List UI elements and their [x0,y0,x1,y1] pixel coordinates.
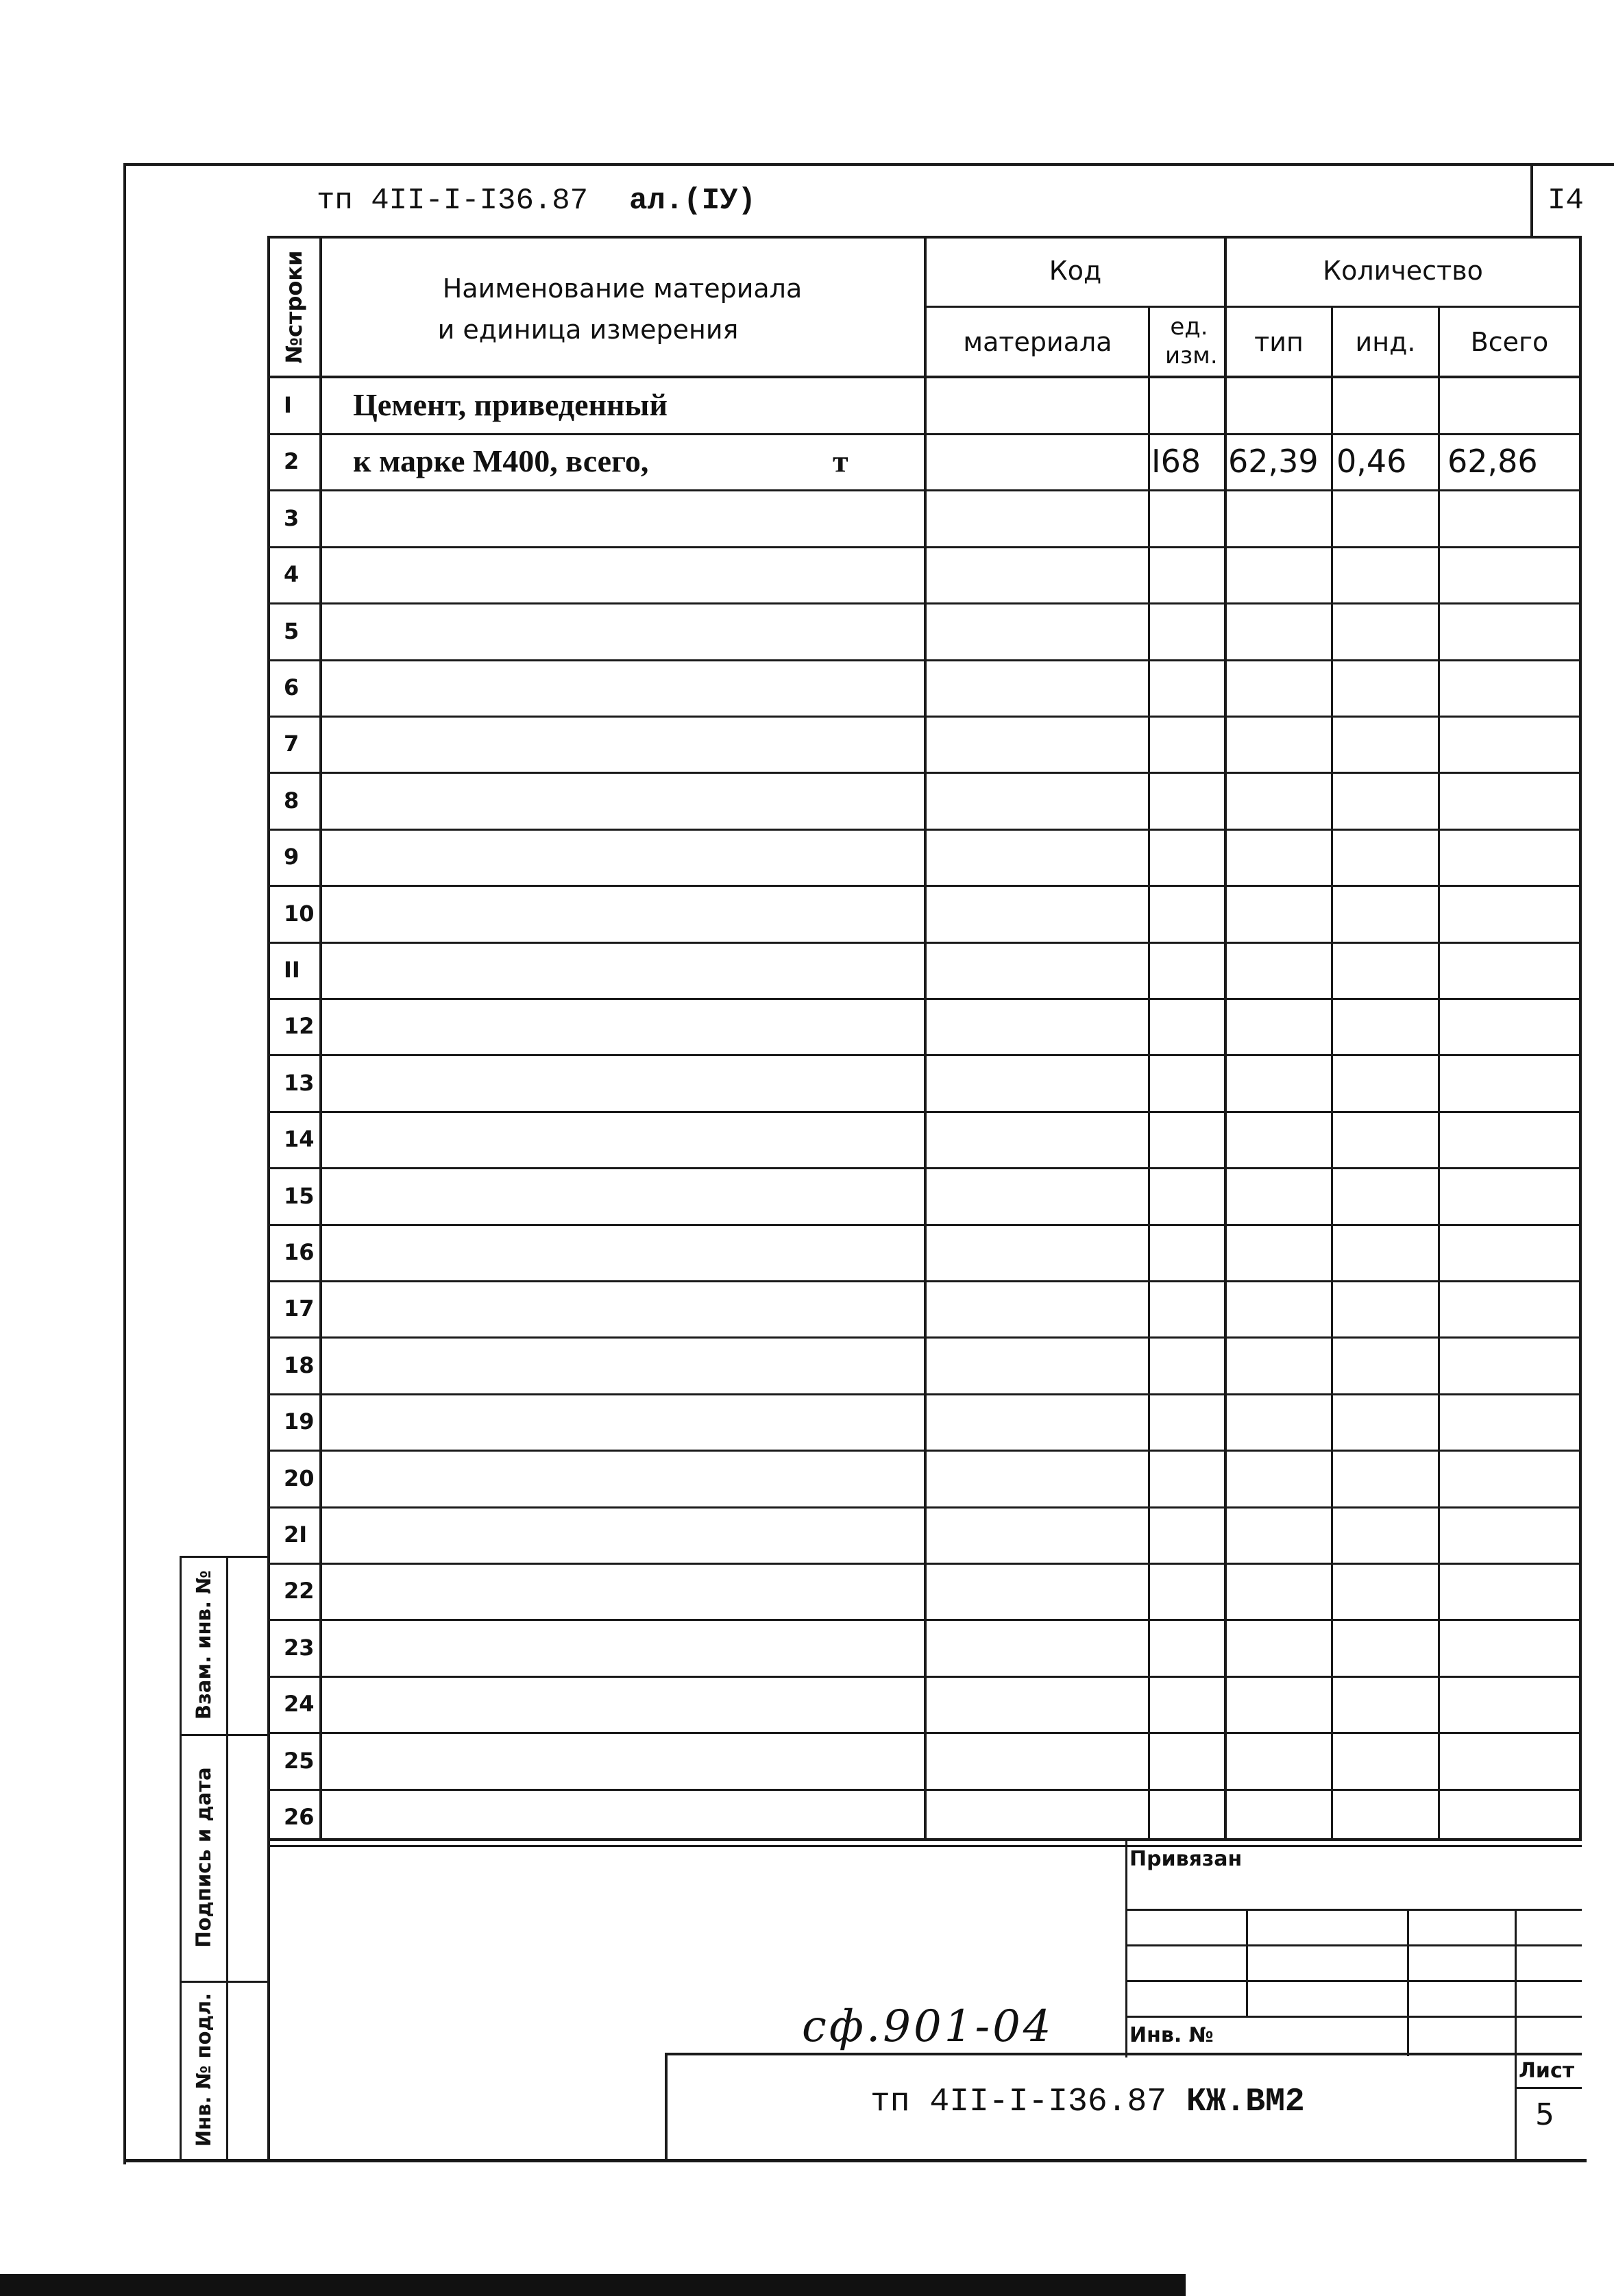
handwritten-note: сф.901-04 [802,2001,1054,2052]
table-row-divider [267,1336,1582,1339]
original-inventory-label: Инв. № подл. [192,1992,215,2147]
frame-left [123,163,126,2164]
code-material-header: материала [963,327,1112,357]
table-row-divider [267,772,1582,774]
title-block-line [665,2053,668,2160]
name-header-line2: и единица измерения [437,315,739,345]
title-block-line [267,1838,270,2160]
material-unit: т [833,443,848,478]
stamp-hline [180,1556,269,1558]
row-number: II [284,957,300,983]
material-name: к марке М400, всего, [353,443,649,478]
title-block-line [1125,1838,1127,2057]
row-number: 16 [284,1239,315,1265]
row-number: 15 [284,1183,315,1209]
table-vline [1148,307,1150,1840]
quantity-total: 62,86 [1447,443,1538,480]
table-row-divider [267,1224,1582,1226]
row-number: 18 [284,1352,315,1378]
title-block-line [1515,2087,1582,2089]
row-number: 2 [284,448,299,474]
table-row-divider [267,1732,1582,1734]
inventory-number-label: Инв. № [1129,2023,1214,2047]
bound-label: Привязан [1129,1847,1243,1871]
table-row-divider [267,1393,1582,1395]
row-number: 5 [284,618,299,644]
name-header-line1: Наименование материала [442,273,803,304]
row-number-header: №строки [281,250,307,364]
title-block-line [1246,1909,1248,2016]
table-vline [924,236,927,1840]
title-block-line [1407,1909,1409,2056]
frame-right-top [1530,163,1533,236]
table-vline [1331,307,1333,1840]
row-number: 24 [284,1691,315,1717]
sheet-label: Лист [1519,2059,1575,2083]
row-number: 8 [284,787,299,814]
table-row-divider [267,1619,1582,1621]
quantity-type: 62,39 [1228,443,1319,480]
document-title [317,184,756,218]
quantity-header: Количество [1323,256,1483,286]
title-block-line [1125,1944,1582,1946]
row-number: 25 [284,1748,315,1774]
row-number: 9 [284,844,299,870]
table-row-divider [267,1111,1582,1113]
title-block-line [665,2053,1582,2055]
table-row-divider [267,1506,1582,1509]
footer-code-text: тп 4II-I-I36.87 [870,2084,1167,2121]
table-row-divider [267,716,1582,718]
row-number: 7 [284,731,299,757]
row-number: 23 [284,1635,315,1661]
table-row-divider [267,1280,1582,1282]
table-vline [1224,236,1227,1840]
quantity-ind: 0,46 [1336,443,1407,480]
table-row-divider [267,1676,1582,1678]
table-row-divider [267,602,1582,604]
page-number: 5 [1535,2097,1554,2132]
stamp-hline [180,1734,269,1736]
row-number: 14 [284,1126,315,1152]
album-label: ал.(IУ) [629,184,756,218]
row-number: 19 [284,1408,315,1434]
material-name: Цемент, приведенный [353,387,668,422]
row-number: I [284,392,292,418]
table-row-divider [267,1450,1582,1452]
scan-edge-bar [0,2274,1186,2296]
table-row-divider [267,942,1582,944]
table-hline [267,236,1582,239]
title-block-line [1125,1909,1582,1911]
sheet-number: I4 [1548,184,1584,218]
row-number: 13 [284,1070,315,1096]
frame-bottom [123,2159,1587,2162]
table-row-divider [267,829,1582,831]
row-number: 2I [284,1522,308,1548]
row-number: 26 [284,1804,315,1830]
stamp-vline [180,1556,182,2159]
stamp-vline [226,1556,228,2159]
row-number: 12 [284,1013,315,1039]
row-number: 6 [284,674,299,700]
code-header: Код [1049,256,1102,286]
row-number: 3 [284,505,299,531]
table-row-divider [267,546,1582,548]
table-row-divider [267,1054,1582,1056]
code-unit-header: ед. изм. [1165,313,1218,369]
footer-document-code [870,2084,1305,2121]
document-code: тп 4II-I-I36.87 [317,184,589,218]
table-vline [1438,307,1440,1840]
row-number: 22 [284,1578,315,1604]
table-vline [1579,236,1582,1840]
title-block-line [1515,1909,1517,2159]
table-row-divider [267,489,1582,491]
replaced-inventory-label: Взам. инв. № [192,1570,215,1720]
table-row-divider [267,1167,1582,1169]
row-number: 17 [284,1295,315,1321]
unit-code: I68 [1151,443,1201,480]
quantity-type-header: тип [1254,327,1304,357]
quantity-total-header: Всего [1470,327,1549,357]
table-hline [924,306,1582,308]
row-number: 10 [284,901,315,927]
table-row-divider [267,998,1582,1000]
quantity-ind-header: инд. [1355,327,1416,357]
table-row-divider [267,1845,1582,1847]
title-block-line [1125,1980,1582,1982]
row-number: 4 [284,561,299,587]
table-row-divider [267,885,1582,887]
frame-top [123,163,1614,166]
footer-code-suffix: КЖ.ВМ2 [1186,2084,1305,2121]
row-number: 20 [284,1465,315,1491]
title-block-line [267,1838,1582,1841]
table-row-divider [267,659,1582,661]
table-row-divider [267,1563,1582,1565]
table-row-divider [267,1789,1582,1791]
signature-date-label: Подпись и дата [192,1767,215,1948]
title-block-line [1125,2016,1582,2018]
